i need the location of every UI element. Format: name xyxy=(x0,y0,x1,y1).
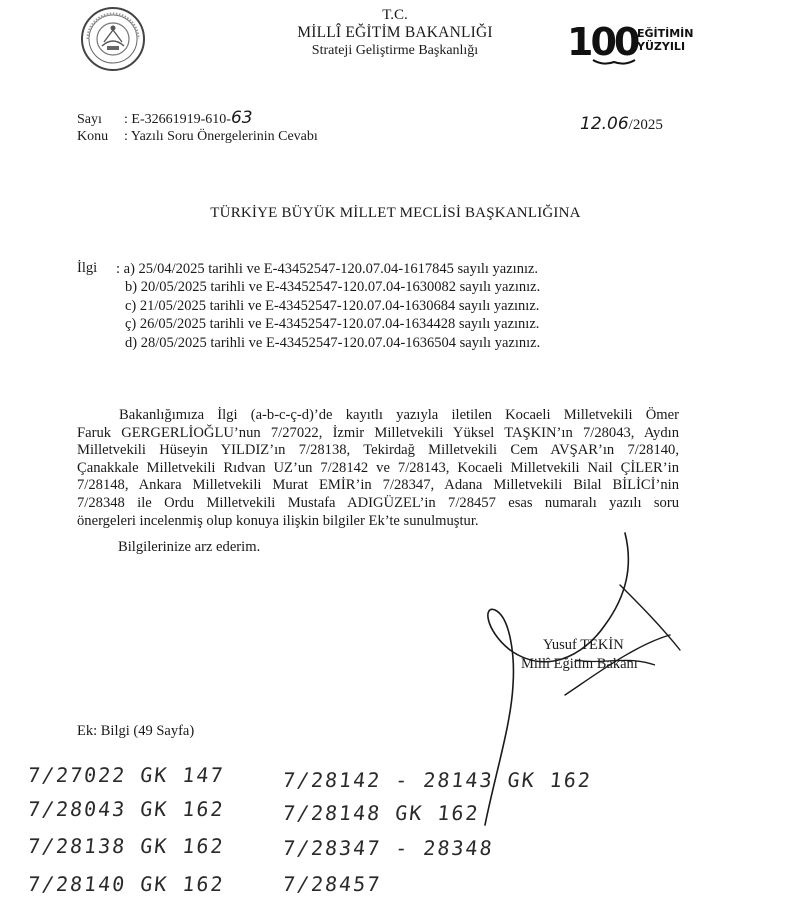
signer-title: Millî Eğitim Bakanı xyxy=(521,656,638,672)
letterhead-line-tc: T.C. xyxy=(382,7,408,23)
attachment-note: Ek: Bilgi (49 Sayfa) xyxy=(77,723,195,739)
ilgi-item-b: b) 20/05/2025 tarihli ve E-43452547-120.07.04-1630082 sayılı yazınız. xyxy=(125,279,541,296)
body-line: Milletvekili Hüseyin YILDIZ’ın 7/28138, Tekirdağ Milletvekili Cem AVŞAR’ın 7/28140, xyxy=(77,442,679,459)
handwritten-note: 7/28142 - 28143 GK 162 xyxy=(281,768,594,792)
ilgi-label: İlgi xyxy=(77,260,98,276)
centennial-logo-text-2: YÜZYILI xyxy=(637,40,686,53)
handwritten-note: 7/27022 GK 147 xyxy=(26,763,226,787)
body-paragraph xyxy=(77,407,679,530)
handwritten-note: 7/28043 GK 162 xyxy=(26,797,226,821)
date-year: /2025 xyxy=(628,117,663,133)
date-handwritten: 12.06 xyxy=(580,114,629,134)
body-line: önergeleri incelenmiş olup konuya ilişkin bilgiler Ek’te sunulmuştur. xyxy=(77,512,479,529)
handwritten-note: 7/28140 GK 162 xyxy=(26,872,226,896)
addressee-heading: TÜRKİYE BÜYÜK MİLLET MECLİSİ BAŞKANLIĞINA xyxy=(210,205,581,221)
letterhead-department: Strateji Geliştirme Başkanlığı xyxy=(311,43,479,58)
document-date xyxy=(580,114,663,134)
body-line: Çanakkale Milletvekili Rıdvan UZ’un 7/28142 ve 7/28143, Kocaeli Milletvekili Nail ÇİLER’in xyxy=(77,459,679,476)
centennial-logo-number: 100 xyxy=(567,20,638,64)
centennial-logo-text-1: EĞİTİMİN xyxy=(637,27,694,40)
body-line: Faruk GERGERLİOĞLU’nun 7/27022, İzmir Milletvekili Yüksel TAŞKIN’ın 7/28043, Aydın xyxy=(77,424,679,441)
letterhead-ministry: MİLLÎ EĞİTİM BAKANLIĞI xyxy=(297,24,493,41)
handwritten-note: 7/28457 xyxy=(281,872,383,896)
konu-value: : Yazılı Soru Önergelerinin Cevabı xyxy=(124,129,318,144)
body-line: 7/28148, Ankara Milletvekili Murat EMİR’in 7/28347, Adana Milletvekili Bilal BİLİCİ’nin xyxy=(77,477,679,494)
ilgi-item-a: : a) 25/04/2025 tarihli ve E-43452547-120.07.04-1617845 sayılı yazınız. xyxy=(116,261,539,277)
sayi-label: Sayı xyxy=(77,112,102,127)
ilgi-item-c: c) 21/05/2025 tarihli ve E-43452547-120.07.04-1630684 sayılı yazınız. xyxy=(125,297,540,314)
sayi-value: : E-32661919-610- xyxy=(124,112,231,127)
handwritten-note: 7/28347 - 28348 xyxy=(281,836,495,860)
body-line: Bakanlığımıza İlgi (a-b-c-ç-d)’de kayıtlı yazıyla iletilen Kocaeli Milletvekili Ömer xyxy=(119,407,679,423)
handwritten-note: 7/28148 GK 162 xyxy=(281,801,481,825)
konu-label: Konu xyxy=(77,129,109,144)
centennial-logo xyxy=(567,20,707,70)
signer-block xyxy=(521,636,638,674)
ministry-seal-logo xyxy=(80,6,146,72)
sayi-row xyxy=(77,110,253,128)
letterhead xyxy=(250,6,540,60)
signer-name: Yusuf TEKİN xyxy=(543,637,624,653)
handwritten-note: 7/28138 GK 162 xyxy=(26,834,226,858)
open-book-icon xyxy=(591,56,637,68)
closing-line: Bilgilerinize arz ederim. xyxy=(118,539,261,555)
ilgi-list xyxy=(116,260,540,352)
ilgi-item-cc: ç) 26/05/2025 tarihli ve E-43452547-120.07.04-1634428 sayılı yazınız. xyxy=(125,316,540,333)
sayi-handwritten-number: 63 xyxy=(230,108,253,128)
konu-row xyxy=(77,128,318,145)
body-line: 7/28348 ile Ordu Milletvekili Mustafa ADIGÜZEL’in 7/28457 esas numaralı yazılı soru xyxy=(77,494,679,511)
ilgi-item-d: d) 28/05/2025 tarihli ve E-43452547-120.07.04-1636504 sayılı yazınız. xyxy=(125,334,541,351)
